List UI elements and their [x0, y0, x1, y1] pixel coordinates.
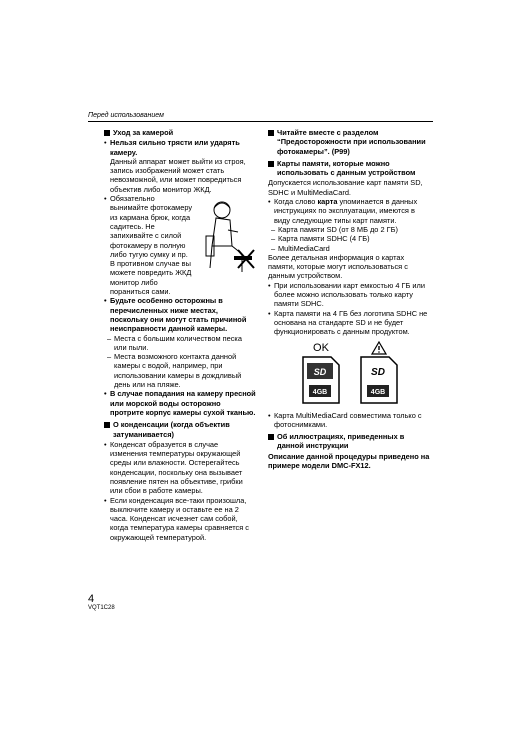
bullet-no-shake: • Нельзя сильно трясти или ударять камеру.: [104, 138, 256, 157]
bullet-condensation-fix: • Если конденсация все-таки произошла, выключите камеру и оставьте ее на 2 часа. Конденсат исчезнет сам собой, когда температура камеры сравняется с окружающей температурой.: [104, 496, 256, 542]
dash-water: – Места возможного контакта данной камеры с водой, например, при использовании камеры в дождливый день или на пляже.: [104, 352, 256, 389]
square-bullet-icon: [268, 161, 274, 167]
bullet-wipe: • В случае попадания на камеру пресной или морской воды осторожно протрите корпус камеры сухой тканью.: [104, 389, 256, 417]
square-bullet-icon: [268, 434, 274, 440]
square-bullet-icon: [104, 130, 110, 136]
svg-text:4GB: 4GB: [312, 388, 328, 396]
square-bullet-icon: [104, 422, 110, 428]
header-rule: [88, 121, 433, 122]
bullet-card-word: • Когда слово карта упоминается в данных инструкциях по эксплуатации, имеются в виду следующие типы карт памяти.: [268, 197, 432, 225]
ok-label: OK: [313, 341, 329, 354]
condensation-heading: О конденсации (когда объектив затуманивается): [104, 420, 256, 439]
ok-card: [301, 341, 341, 405]
care-heading: Уход за камерой: [104, 128, 256, 137]
dash-sand: – Места с большим количеством песка или пыли.: [104, 334, 256, 353]
svg-text:4GB: 4GB: [370, 388, 386, 396]
memory-heading: Карты памяти, которые можно использовать с данным устройством: [268, 159, 432, 178]
sdhc-card-icon: [301, 355, 341, 405]
card-comparison: [268, 341, 432, 405]
read-heading: Читайте вместе с разделом “Предосторожности при использовании фотокамеры”. (P99): [268, 128, 432, 156]
bullet-4gb: • При использовании карт емкостью 4 ГБ или более можно использовать только карту памяти SDHC.: [268, 281, 432, 309]
memory-more: Более детальная информация о картах памяти, которые могут использоваться с данным устройством.: [268, 252, 408, 281]
illustrations-heading: Об иллюстрациях, приведенных в данной инструкции: [268, 432, 432, 451]
right-column: [268, 125, 432, 470]
illustrations-text: Описание данной процедуры приведено на примере модели DMC-FX12.: [268, 451, 430, 471]
bullet-condensation: • Конденсат образуется в случае изменения температуры окружающей среды или влажности. Остерегайтесь конденсации, поскольку она вызывает появление пятен на объективе, грибки или сбои в работе камеры.: [104, 440, 256, 496]
warning-card: [359, 341, 399, 405]
memory-intro: Допускается использование карт памяти SD, SDHC и MultiMediaCard.: [268, 178, 423, 197]
bullet-no-shake-text: Данный аппарат может выйти из строя, запись изображений может стать невозможной, или может повредиться объектив либо монитор ЖКД.: [110, 156, 246, 194]
bullet-4gb-no-logo: • Карта памяти на 4 ГБ без логотипа SDHC не основана на стандарте SD и не будет функционировать с данным продуктом.: [268, 309, 432, 337]
dash-mmc: – MultiMediaCard: [268, 244, 432, 253]
dash-sdhc: – Карта памяти SDHC (4 ГБ): [268, 234, 432, 243]
document-code: VQT1C28: [88, 605, 115, 611]
svg-text:SD: SD: [371, 366, 385, 378]
dash-sd: – Карта памяти SD (от 8 МБ до 2 ГБ): [268, 225, 432, 234]
bullet-careful: • Будьте особенно осторожны в перечисленных ниже местах, поскольку они могут стать причиной неисправности данной камеры.: [104, 296, 256, 333]
page-number: 4: [88, 593, 95, 605]
person-sitting-illustration: [198, 196, 256, 278]
svg-text:SD: SD: [313, 366, 327, 377]
bullet-mmc: • Карта MultiMediaCard совместима только с фотоснимками.: [268, 411, 432, 430]
warning-triangle-icon: [371, 341, 387, 355]
left-column: [104, 125, 256, 542]
sd-card-icon: [359, 355, 399, 405]
square-bullet-icon: [268, 130, 274, 136]
bullet-pocket: • Обязательно вынимайте фотокамеру из кармана брюк, когда садитесь. Не запихивайте с силой фотокамеру в полную либо тугую сумку и пр. В противном случае вы можете повредить ЖКД монитор либо пораниться сами.: [104, 194, 256, 296]
section-header: Перед использованием: [88, 112, 164, 119]
